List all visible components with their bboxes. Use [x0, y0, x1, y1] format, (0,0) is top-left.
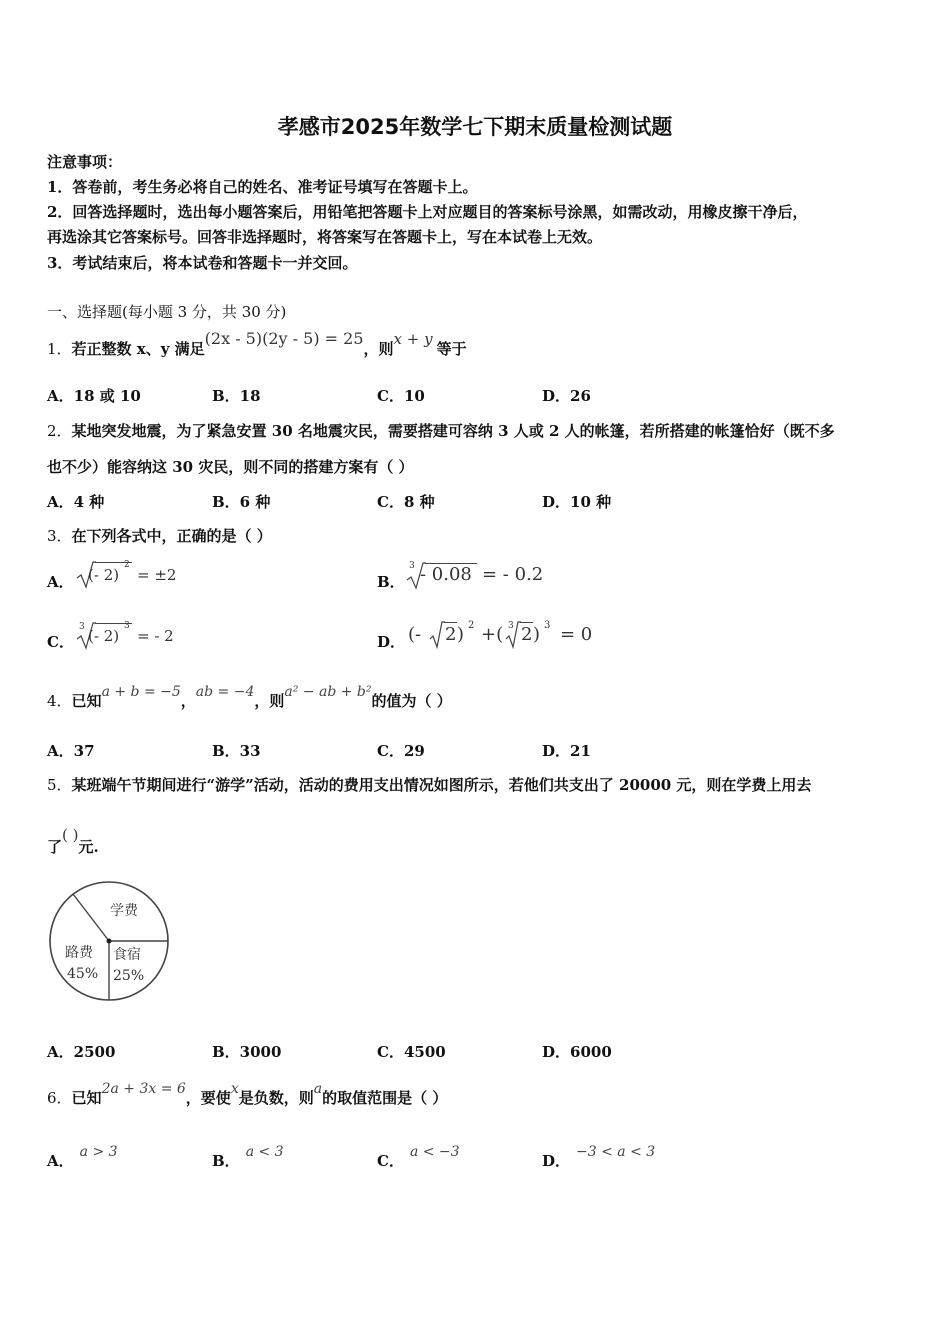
notes-heading: 注意事项：	[47, 153, 123, 171]
question-5-cont	[47, 826, 99, 857]
q3-a-rhs: = ±2	[137, 566, 177, 584]
q3-d-radical-1-icon	[429, 621, 445, 651]
q4-expr-3: a² − ab + b²	[284, 684, 372, 700]
q5-line-2-post: 元.	[78, 838, 99, 856]
q6-option-b[interactable]	[212, 1144, 284, 1171]
q6-option-d[interactable]	[542, 1144, 656, 1171]
q3-d-vinculum-1	[444, 622, 457, 623]
q2-option-c[interactable]: C．8 种	[377, 493, 435, 511]
q3-option-d-label[interactable]: D．	[377, 633, 406, 651]
q3-d-open: (-	[408, 624, 422, 645]
question-4	[47, 684, 452, 711]
q6-number: 6．	[47, 1089, 72, 1107]
q2-line-1: 某地突发地震，为了紧急安置 30 名地震灾民，需要搭建可容纳 3 人或 2 人的帐篷，若所搭建的帐篷恰好（既不多	[71, 422, 835, 440]
q6-text-post: 的取值范围是（ ）	[322, 1089, 448, 1107]
question-6	[47, 1081, 448, 1108]
q3-a-exp: 2	[124, 560, 130, 570]
notes-item-3: 3．考试结束后，将本试卷和答题卡一并交回。	[47, 254, 358, 272]
pie-center	[107, 939, 112, 944]
q4-text-post: 的值为（ ）	[371, 692, 452, 710]
q6-option-b-label: B．	[212, 1152, 240, 1170]
q6-option-a[interactable]	[47, 1144, 118, 1171]
q5-option-d[interactable]: D．6000	[542, 1043, 612, 1061]
q3-d-exp-1: 2	[468, 620, 475, 631]
q6-text-mid-2: 是负数，则	[238, 1089, 314, 1107]
page-title: 孝感市2025年数学七下期末质量检测试题	[277, 115, 673, 139]
q3-d-inner-2: 2	[521, 624, 533, 645]
q6-expr-1: 2a + 3x = 6	[101, 1081, 186, 1097]
q1-option-d[interactable]: D．26	[542, 387, 591, 405]
q3-b-inner: - 0.08	[420, 564, 472, 585]
q4-option-c[interactable]: C．29	[377, 742, 425, 760]
pie-divider-study-travel	[73, 894, 109, 941]
q2-line-2: 也不少）能容纳这 30 灾民，则不同的搭建方案有（ ）	[47, 458, 414, 476]
pie-label-study: 学费	[110, 903, 138, 919]
q3-a-inner: (- 2)	[88, 566, 120, 584]
q3-c-rhs: = - 2	[137, 627, 174, 645]
q6-option-d-expr: −3 < a < 3	[576, 1144, 656, 1160]
q1-text-post: 等于	[436, 340, 467, 358]
q3-b-index: 3	[409, 561, 415, 571]
q4-option-d[interactable]: D．21	[542, 742, 591, 760]
q3-d-rhs: = 0	[560, 624, 593, 645]
q3-d-close-2: )	[533, 624, 541, 645]
question-2-cont	[47, 456, 414, 477]
q6-var-x: x	[230, 1081, 239, 1097]
question-2	[47, 420, 835, 441]
question-3	[47, 525, 272, 546]
q5-number: 5．	[47, 776, 72, 794]
q1-option-c[interactable]: C．10	[377, 387, 425, 405]
q3-option-a-label[interactable]: A．	[47, 573, 74, 591]
q1-expr-2: x + y	[393, 330, 433, 348]
q5-option-a[interactable]: A．2500	[47, 1043, 116, 1061]
q6-option-a-label: A．	[47, 1152, 74, 1170]
q3-c-exp: 3	[124, 621, 130, 631]
q6-option-c[interactable]	[377, 1144, 460, 1171]
q3-text: 在下列各式中，正确的是（ ）	[71, 527, 272, 545]
q3-c-index: 3	[79, 622, 85, 632]
notes-item-1: 1．答卷前，考生务必将自己的姓名、准考证号填写在答题卡上。	[47, 178, 478, 196]
q6-text-pre: 已知	[71, 1089, 102, 1107]
q1-option-a[interactable]: A．18 或 10	[47, 387, 141, 405]
q6-option-c-expr: a < −3	[409, 1144, 460, 1160]
q4-number: 4．	[47, 692, 72, 710]
q4-option-b[interactable]: B．33	[212, 742, 261, 760]
pie-value-food: 25%	[113, 968, 145, 984]
q6-var-a: a	[313, 1081, 323, 1097]
q5-option-b[interactable]: B．3000	[212, 1043, 282, 1061]
q4-text-mid: ，则	[254, 692, 285, 710]
pie-value-travel: 45%	[67, 966, 99, 982]
q3-d-exp-2: 3	[544, 620, 551, 631]
q3-c-inner: (- 2)	[88, 627, 120, 645]
notes-item-2-cont: 再选涂其它答案标号。回答非选择题时，将答案写在答题卡上，写在本试卷上无效。	[47, 228, 603, 246]
q6-option-a-expr: a > 3	[79, 1144, 118, 1160]
q4-option-a[interactable]: A．37	[47, 742, 95, 760]
q1-text-pre: 若正整数 x、y 满足	[71, 340, 205, 358]
q3-d-plus: +(	[481, 624, 504, 645]
q3-d-index: 3	[508, 621, 514, 631]
q4-comma: ，	[180, 692, 196, 710]
q6-option-c-label: C．	[377, 1152, 404, 1170]
q1-text-mid: ，则	[363, 340, 394, 358]
q2-option-d[interactable]: D．10 种	[542, 493, 612, 511]
q6-option-b-expr: a < 3	[245, 1144, 284, 1160]
notes-item-2: 2．回答选择题时，选出每小题答案后，用铅笔把答题卡上对应题目的答案标号涂黑，如需改动，用橡皮擦干净后，	[47, 203, 808, 221]
q4-text-pre: 已知	[71, 692, 102, 710]
pie-label-travel: 路费	[65, 945, 93, 961]
q3-b-rhs: = - 0.2	[482, 564, 544, 585]
q2-option-b[interactable]: B．6 种	[212, 493, 271, 511]
q5-line-1: 某班端午节期间进行“游学”活动，活动的费用支出情况如图所示，若他们共支出了 20000 元，则在学费上用去	[71, 776, 812, 794]
question-1	[47, 329, 467, 359]
q3-d-close-1: )	[457, 624, 465, 645]
section-heading: 一、选择题(每小题 3 分，共 30 分)	[47, 303, 287, 321]
q1-number: 1．	[47, 340, 72, 358]
q6-text-mid-1: ，要使	[185, 1089, 231, 1107]
q2-option-a[interactable]: A．4 种	[47, 493, 105, 511]
q2-number: 2．	[47, 422, 72, 440]
q4-expr-2: ab = −4	[195, 684, 255, 700]
q5-answer-blank[interactable]: ( )	[62, 826, 79, 844]
q3-d-radical-2-icon	[505, 621, 521, 651]
question-5	[47, 774, 811, 795]
expense-pie-chart	[46, 878, 172, 1004]
q6-option-d-label: D．	[542, 1152, 571, 1170]
q3-option-b-label[interactable]: B．	[377, 573, 405, 591]
q5-option-c[interactable]: C．4500	[377, 1043, 446, 1061]
q3-d-vinculum-2	[520, 622, 533, 623]
q5-line-2-pre: 了	[47, 838, 63, 856]
q3-number: 3．	[47, 527, 72, 545]
q1-expr-1: (2x - 5)(2y - 5) = 25	[204, 329, 364, 348]
pie-label-food: 食宿	[113, 947, 141, 963]
q1-option-b[interactable]: B．18	[212, 387, 261, 405]
q4-expr-1: a + b = −5	[101, 684, 181, 700]
q3-option-c-label[interactable]: C．	[47, 633, 74, 651]
q3-d-inner-1: 2	[445, 624, 457, 645]
